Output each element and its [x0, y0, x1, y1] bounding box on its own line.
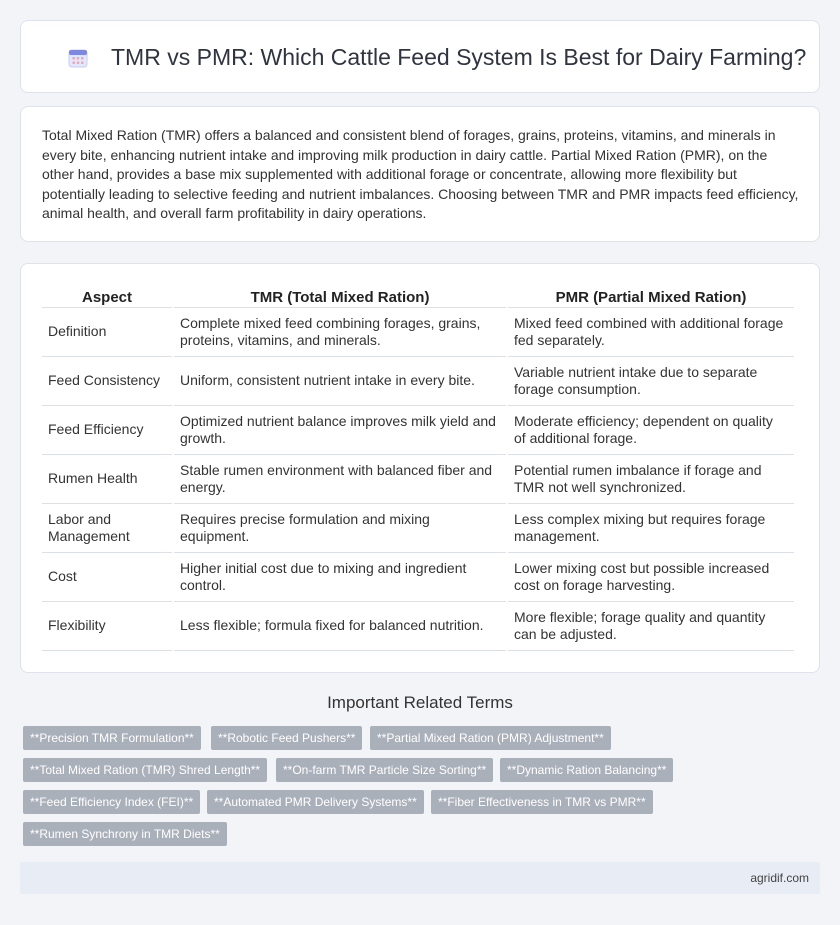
row-aspect: Flexibility: [42, 602, 172, 651]
related-terms-heading: Important Related Terms: [327, 693, 513, 712]
row-pmr: Moderate efficiency; dependent on quality of additional forage.: [508, 406, 794, 455]
row-pmr: Less complex mixing but requires forage management.: [508, 504, 794, 553]
term-chip[interactable]: **Automated PMR Delivery Systems**: [207, 790, 424, 814]
row-tmr: Stable rumen environment with balanced fiber and energy.: [174, 455, 506, 504]
row-pmr: Lower mixing cost but possible increased cost on forage harvesting.: [508, 553, 794, 602]
row-tmr: Less flexible; formula fixed for balanced nutrition.: [174, 602, 506, 651]
footer-site-link[interactable]: agridif.com: [750, 871, 809, 885]
table-row: [42, 357, 794, 406]
table-row: [42, 455, 794, 504]
comparison-table: [40, 284, 796, 651]
row-tmr: Optimized nutrient balance improves milk yield and growth.: [174, 406, 506, 455]
row-tmr: Complete mixed feed combining forages, grains, proteins, vitamins, and minerals.: [174, 308, 506, 357]
column-header-pmr: PMR (Partial Mixed Ration): [508, 284, 794, 308]
comparison-table-card: [20, 263, 820, 673]
row-pmr: Variable nutrient intake due to separate forage consumption.: [508, 357, 794, 406]
column-header-tmr: TMR (Total Mixed Ration): [174, 284, 506, 308]
table-row: [42, 553, 794, 602]
term-chip[interactable]: **Robotic Feed Pushers**: [211, 726, 362, 750]
table-header-row: [42, 284, 794, 308]
row-tmr: Requires precise formulation and mixing equipment.: [174, 504, 506, 553]
calendar-grid-icon: [66, 46, 90, 70]
row-aspect: Cost: [42, 553, 172, 602]
term-chip[interactable]: **Partial Mixed Ration (PMR) Adjustment**: [370, 726, 611, 750]
row-tmr: Higher initial cost due to mixing and ingredient control.: [174, 553, 506, 602]
intro-card: [20, 106, 820, 242]
column-header-aspect: Aspect: [42, 284, 172, 308]
header-card: [20, 20, 820, 93]
term-chip[interactable]: **Fiber Effectiveness in TMR vs PMR**: [431, 790, 653, 814]
page-title: TMR vs PMR: Which Cattle Feed System Is Best for Dairy Farming?: [111, 44, 807, 70]
row-pmr: More flexible; forage quality and quantity can be adjusted.: [508, 602, 794, 651]
term-chip[interactable]: **Total Mixed Ration (TMR) Shred Length**: [23, 758, 267, 782]
table-row: [42, 504, 794, 553]
row-aspect: Feed Consistency: [42, 357, 172, 406]
row-pmr: Potential rumen imbalance if forage and TMR not well synchronized.: [508, 455, 794, 504]
term-chip[interactable]: **Precision TMR Formulation**: [23, 726, 201, 750]
row-aspect: Definition: [42, 308, 172, 357]
row-pmr: Mixed feed combined with additional forage fed separately.: [508, 308, 794, 357]
row-aspect: Labor and Management: [42, 504, 172, 553]
footer: [20, 862, 820, 894]
table-row: [42, 308, 794, 357]
term-chip[interactable]: **Feed Efficiency Index (FEI)**: [23, 790, 200, 814]
term-chip[interactable]: **On-farm TMR Particle Size Sorting**: [276, 758, 493, 782]
term-chip[interactable]: **Dynamic Ration Balancing**: [500, 758, 673, 782]
term-chip[interactable]: **Rumen Synchrony in TMR Diets**: [23, 822, 227, 846]
table-row: [42, 602, 794, 651]
row-tmr: Uniform, consistent nutrient intake in every bite.: [174, 357, 506, 406]
row-aspect: Feed Efficiency: [42, 406, 172, 455]
intro-text: Total Mixed Ration (TMR) offers a balanced and consistent blend of forages, grains, proteins, vitamins, and minerals in every bite, enhancing nutrient intake and improving milk production in dairy cattle. Partial Mixed Ration (PMR), on the other hand, provides a base mix supplemented with additional forage or concentrate, allowing more flexibility but potentially leading to selective feeding and nutrient imbalances. Choosing between TMR and PMR impacts feed efficiency, animal health, and overall farm profitability in dairy operations.: [42, 127, 799, 222]
row-aspect: Rumen Health: [42, 455, 172, 504]
table-row: [42, 406, 794, 455]
